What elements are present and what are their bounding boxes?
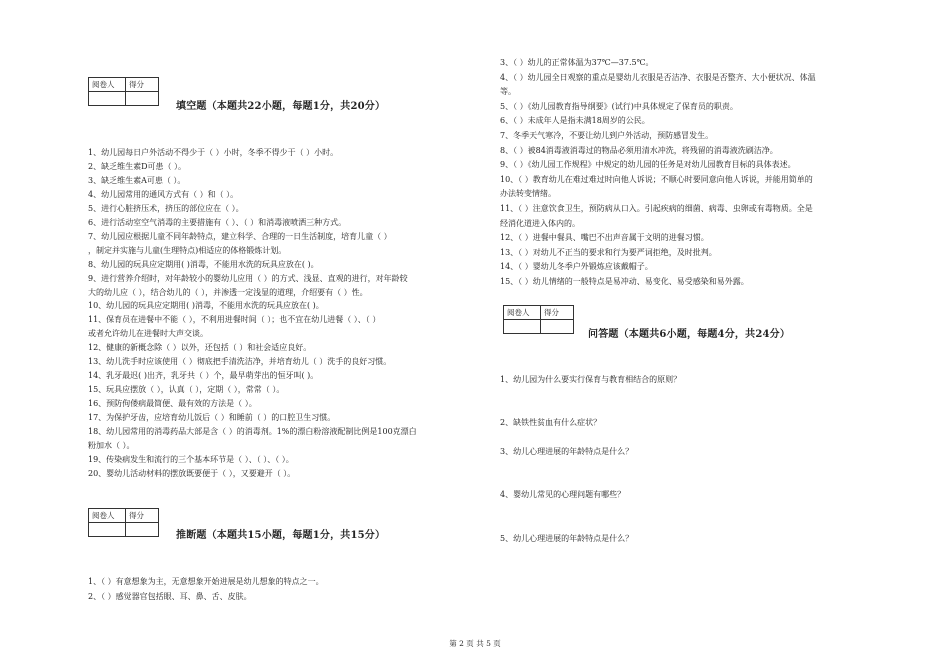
- score-box-judge: [88, 508, 159, 537]
- score-label: 得分: [126, 509, 159, 523]
- question-line: 15、（ ）幼儿情绪的一般特点是易冲动、易变化、易受感染和易外露。: [500, 277, 749, 286]
- question-line: 15、玩具应摆放（ ），认真（ ），定期（ ），常常（ ）。: [88, 385, 285, 395]
- score-box-qa: [503, 305, 574, 334]
- score-label: 得分: [126, 78, 159, 92]
- question-line: 14、（ ）婴幼儿冬季户外锻炼应该戴帽子。: [500, 262, 653, 272]
- question-line: 2、（ ）感觉器官包括眼、耳、鼻、舌、皮肤。: [88, 592, 252, 601]
- question-line: 3、（ ）幼儿的正常体温为37℃—37.5℃。: [500, 58, 654, 67]
- grader-label: 阅卷人: [504, 306, 541, 320]
- question-line: 1、（ ）有意想象为主，无意想象开始进展是幼儿想象的特点之一。: [88, 577, 324, 586]
- question-line: 大的幼儿应（ ），结合幼儿的（ ），并渗透一定浅显的道理，介绍要有（ ）性。: [88, 287, 368, 297]
- question-line: 14、乳牙最迟( )出齐，乳牙共（ ）个，最早萌芽出的恒牙叫( )。: [88, 371, 319, 381]
- judge-section-title: 推断题（本题共15小题，每题1分，共15分）: [176, 530, 386, 541]
- qa-question: 2、缺铁性贫血有什么症状？: [500, 418, 602, 427]
- qa-section-title: 问答题（本题共6小题，每题4分，共24分）: [588, 329, 791, 340]
- question-line: 8、幼儿园的玩具应定期用( )消毒，不能用水洗的玩具应放在( )。: [88, 259, 319, 269]
- question-line: ，制定并实施与儿童(生理特点)相适应的体格锻炼计划。: [88, 245, 287, 255]
- grader-label: 阅卷人: [89, 78, 126, 92]
- question-line: 10、幼儿园的玩具应定期用( )消毒，不能用水洗的玩具应放在( )。: [88, 301, 324, 311]
- question-line: 13、幼儿洗手时应该使用（ ）彻底把手清洗洁净，并培育幼儿（ ）洗手的良好习惯。: [88, 357, 392, 367]
- question-line: 18、幼儿园常用的消毒药品大部是含（ ）的消毒剂。1%的漂白粉溶液配制比例是100克漂白: [88, 427, 417, 436]
- question-line: 等。: [500, 87, 516, 97]
- question-line: 19、传染病发生和流行的三个基本环节是（ ）、（ ）、（ ）。: [88, 454, 294, 464]
- qa-question: 3、幼儿心理进展的年龄特点是什么？: [500, 447, 634, 456]
- question-line: 7、冬季天气寒冷，不要让幼儿到户外活动，预防感冒发生。: [500, 131, 714, 140]
- question-line: 17、为保护牙齿，应培育幼儿饭后（ ）和睡前（ ）的口腔卫生习惯。: [88, 413, 336, 423]
- question-line: 4、（ ）幼儿园全日观察的重点是婴幼儿衣服是否洁净、衣服是否整齐、大小便状况、体温: [500, 72, 816, 82]
- page-footer: 第 2 页 共 5 页: [449, 639, 501, 648]
- question-line: 办法转变情绪。: [500, 189, 556, 199]
- grader-label: 阅卷人: [89, 509, 126, 523]
- question-line: 20、婴幼儿活动材料的摆放既要便于（ ），又要避开（ ）。: [88, 468, 296, 478]
- question-line: 11、保育员在进餐中不能（ ），不利用进餐时间（ ）；也不宜在幼儿进餐（ ）、（ ）: [88, 315, 381, 325]
- question-line: 9、（ ）《幼儿园工作规程》中规定的幼儿园的任务是对幼儿园教育目标的具体表述。: [500, 160, 796, 170]
- qa-question: 1、幼儿园为什么要实行保育与教育相结合的原则？: [500, 375, 682, 384]
- question-line: 2、缺乏维生素D可患（ ）。: [88, 161, 187, 171]
- question-line: 6、（ ）未成年人是指未满18周岁的公民。: [500, 116, 650, 126]
- question-line: 粉加水（ ）。: [88, 440, 135, 450]
- question-line: 8、（ ）被84消毒液消毒过的物品必须用清水冲洗，将残留的消毒液洗刷洁净。: [500, 145, 778, 155]
- question-line: 3、缺乏维生素A可患（ ）。: [88, 175, 186, 185]
- question-line: 7、幼儿园应根据儿童不同年龄特点，建立科学、合理的一日生活制度，培育儿童（ ）: [88, 231, 392, 241]
- question-line: 6、进行活动室空气消毒的主要措施有（ ）、（ ）和消毒液喷洒三种方式。: [88, 217, 347, 227]
- question-line: 或者允许幼儿在进餐时大声交谈。: [88, 329, 208, 339]
- question-line: 1、幼儿园每日户外活动不得少于（ ）小时，冬季不得少于（ ）小时。: [88, 148, 339, 157]
- qa-question: 5、幼儿心理进展的年龄特点是什么？: [500, 534, 634, 543]
- qa-question: 4、婴幼儿常见的心理问题有哪些？: [500, 490, 626, 499]
- question-line: 12、（ ）进餐中餐具、嘴巴不出声音属于文明的进餐习惯。: [500, 233, 709, 243]
- question-line: 5、进行心脏挤压术，挤压的部位应在（ ）。: [88, 203, 244, 213]
- score-box-fill: [88, 77, 159, 106]
- question-line: 16、预防佝偻病最简便、最有效的方法是（ ）。: [88, 399, 257, 409]
- question-line: 12、健康的新概念除（ ）以外，还包括（ ）和社会适应良好。: [88, 343, 312, 353]
- question-line: 经消化道进入体内的。: [500, 218, 580, 228]
- question-line: 10、（ ）教育幼儿在难过难过时向他人诉说；不顺心时要同意向他人诉说，并能用简单的: [500, 174, 813, 184]
- question-line: 5、（ ）《幼儿园教育指导纲要》(试行)中具体规定了保育员的职责。: [500, 101, 738, 111]
- question-line: 4、幼儿园常用的通风方式有（ ）和（ ）。: [88, 189, 239, 199]
- question-line: 11、（ ）注意饮食卫生，预防病从口入。引起疾病的细菌、病毒、虫卵或有毒物质。全是: [500, 204, 813, 213]
- question-line: 13、（ ）对幼儿不正当的要求和行为要严词拒绝，及时批判。: [500, 247, 717, 257]
- question-line: 9、进行营养介绍时，对年龄较小的婴幼儿应用（ ）的方式、浅显、直观的进行，对年龄较: [88, 273, 408, 283]
- fill-section-title: 填空题（本题共22小题，每题1分，共20分）: [176, 101, 386, 112]
- score-label: 得分: [541, 306, 574, 320]
